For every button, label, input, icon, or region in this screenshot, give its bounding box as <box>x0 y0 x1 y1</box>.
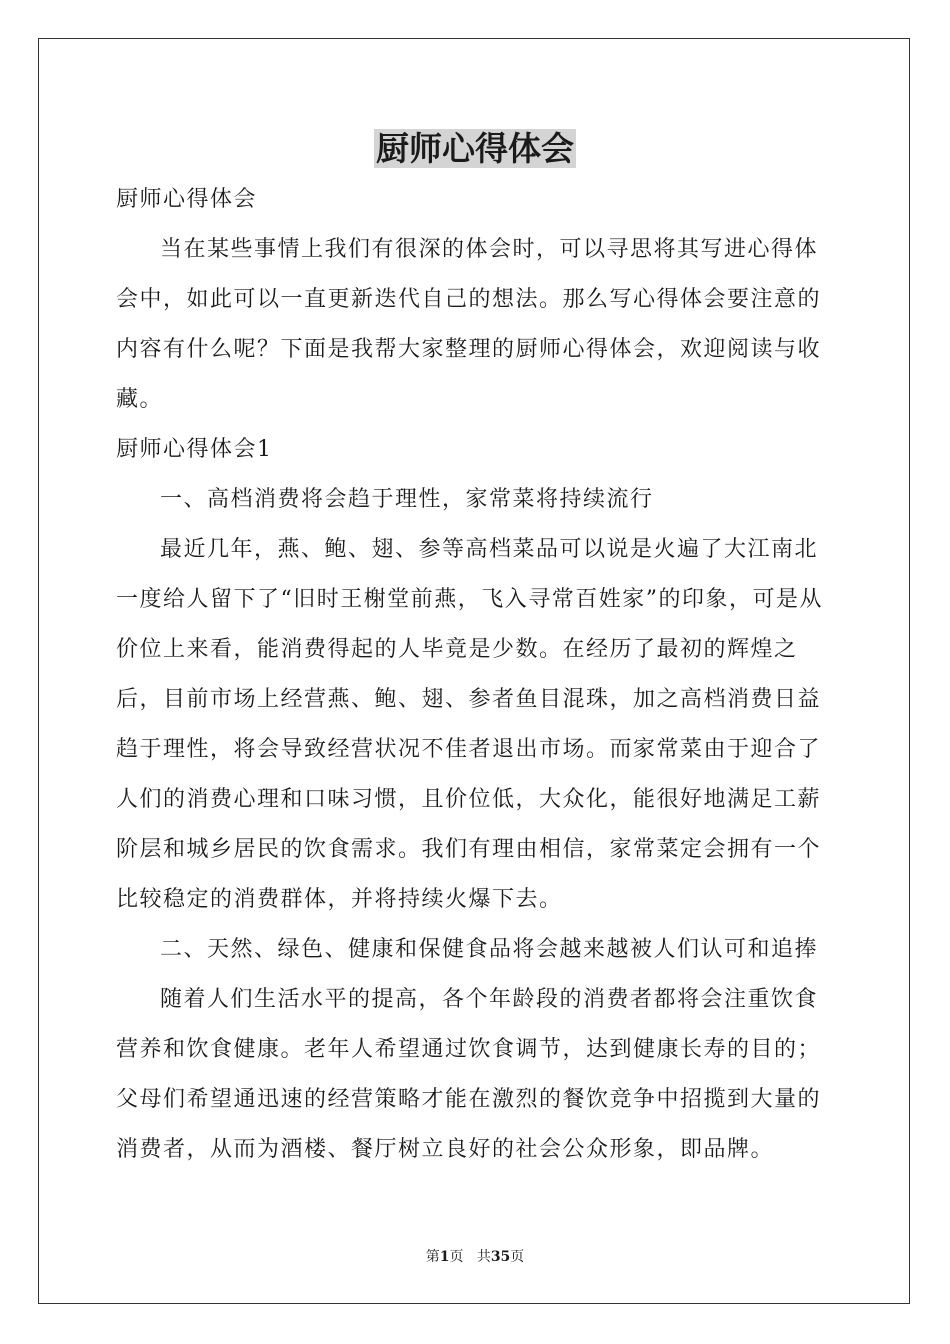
point-2-heading: 二、天然、绿色、健康和保健食品将会越来越被人们认可和追捧 <box>160 937 819 962</box>
total-suffix: 页 <box>510 1249 525 1265</box>
page-footer <box>0 1247 950 1267</box>
document-body <box>116 175 836 1175</box>
point-1-heading: 一、高档消费将会趋于理性，家常菜将持续流行 <box>160 487 654 512</box>
total-prefix: 共 <box>476 1249 491 1265</box>
document-title <box>0 126 950 172</box>
title-highlight: 厨师心得体会 <box>376 129 574 168</box>
intro-paragraph: 当在某些事情上我们有很深的体会时，可以寻思将其写进心得体会中，如此可以一直更新迭代自己的想法。那么写心得体会要注意的内容有什么呢？下面是我帮大家整理的厨师心得体会，欢迎阅读与收藏。 <box>116 237 822 412</box>
point-2-paragraph: 随着人们生活水平的提高，各个年龄段的消费者都将会注重饮食营养和饮食健康。老年人希望通过饮食调节，达到健康长寿的目的；父母们希望通迅速的经营策略才能在激烈的餐饮竞争中招揽到大量的消费者，从而为酒楼、餐厅树立良好的社会公众形象，即品牌。 <box>116 987 822 1162</box>
point-1-paragraph: 最近几年，燕、鲍、翅、参等高档菜品可以说是火遍了大江南北一度给人留下了“旧时王榭堂前燕，飞入寻常百姓家”的印象，可是从价位上来看，能消费得起的人毕竟是少数。在经历了最初的辉煌之后，目前市场上经营燕、鲍、翅、参者鱼目混珠，加之高档消费日益趋于理性，将会导致经营状况不佳者退出市场。而家常菜由于迎合了人们的消费心理和口味习惯，且价位低，大众化，能很好地满足工薪阶层和城乡居民的饮食需求。我们有理由相信，家常菜定会拥有一个比较稳定的消费群体，并将持续火爆下去。 <box>116 537 823 912</box>
page-prefix: 第 <box>425 1249 440 1265</box>
page-suffix: 页 <box>449 1249 464 1265</box>
total-pages: 35 <box>490 1249 511 1265</box>
page-number: 1 <box>439 1249 450 1265</box>
section-heading: 厨师心得体会1 <box>116 437 273 462</box>
document-subtitle: 厨师心得体会 <box>116 187 258 212</box>
